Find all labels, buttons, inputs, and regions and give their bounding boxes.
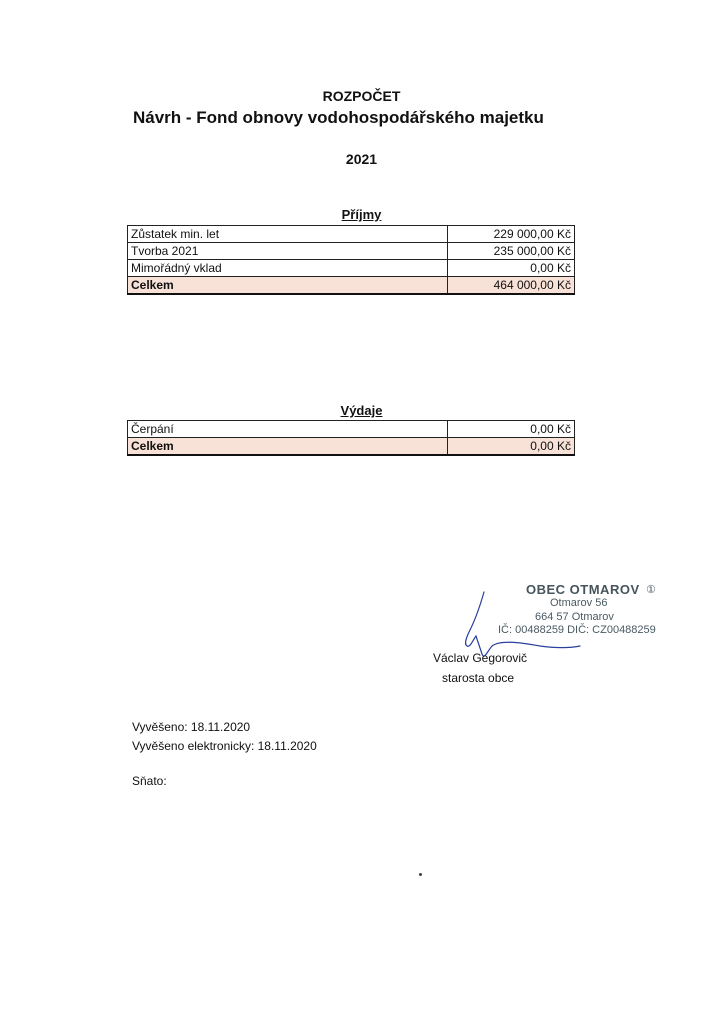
- total-value: 464 000,00 Kč: [448, 277, 575, 295]
- row-label: Zůstatek min. let: [128, 226, 448, 243]
- budget-year: 2021: [345, 151, 378, 167]
- stamp-name: OBEC OTMAROV: [526, 582, 640, 597]
- row-value: 229 000,00 Kč: [448, 226, 575, 243]
- stamp-street: Otmarov 56: [550, 597, 608, 609]
- row-label: Čerpání: [128, 421, 448, 438]
- row-value: 235 000,00 Kč: [448, 243, 575, 260]
- income-heading: Příjmy: [341, 207, 382, 222]
- row-value: 0,00 Kč: [448, 260, 575, 277]
- stamp-mark: ①: [646, 584, 656, 596]
- income-total-row: [128, 277, 575, 295]
- table-row: [128, 243, 575, 260]
- document-title: ROZPOČET: [322, 88, 401, 104]
- total-label: Celkem: [128, 277, 448, 295]
- expense-table: [127, 420, 575, 456]
- stamp-city: 664 57 Otmarov: [535, 611, 614, 623]
- posted-date: Vyvěšeno: 18.11.2020: [132, 720, 251, 734]
- signer-role: starosta obce: [442, 671, 515, 685]
- table-row: [128, 260, 575, 277]
- expense-total-row: [128, 438, 575, 456]
- scan-speck: [419, 873, 422, 876]
- row-value: 0,00 Kč: [448, 421, 575, 438]
- row-label: Tvorba 2021: [128, 243, 448, 260]
- total-label: Celkem: [128, 438, 448, 456]
- document-subtitle: Návrh - Fond obnovy vodohospodářského majetku: [133, 108, 544, 127]
- stamp-ids: IČ: 00488259 DIČ: CZ00488259: [498, 624, 656, 636]
- posted-electronic-date: Vyvěšeno elektronicky: 18.11.2020: [132, 739, 317, 753]
- table-row: [128, 421, 575, 438]
- income-table: [127, 225, 575, 295]
- expense-heading: Výdaje: [340, 403, 383, 418]
- signer-name: Václav Gegorovič: [433, 651, 528, 665]
- total-value: 0,00 Kč: [448, 438, 575, 456]
- row-label: Mimořádný vklad: [128, 260, 448, 277]
- removed-date: Sňato:: [132, 774, 167, 788]
- table-row: [128, 226, 575, 243]
